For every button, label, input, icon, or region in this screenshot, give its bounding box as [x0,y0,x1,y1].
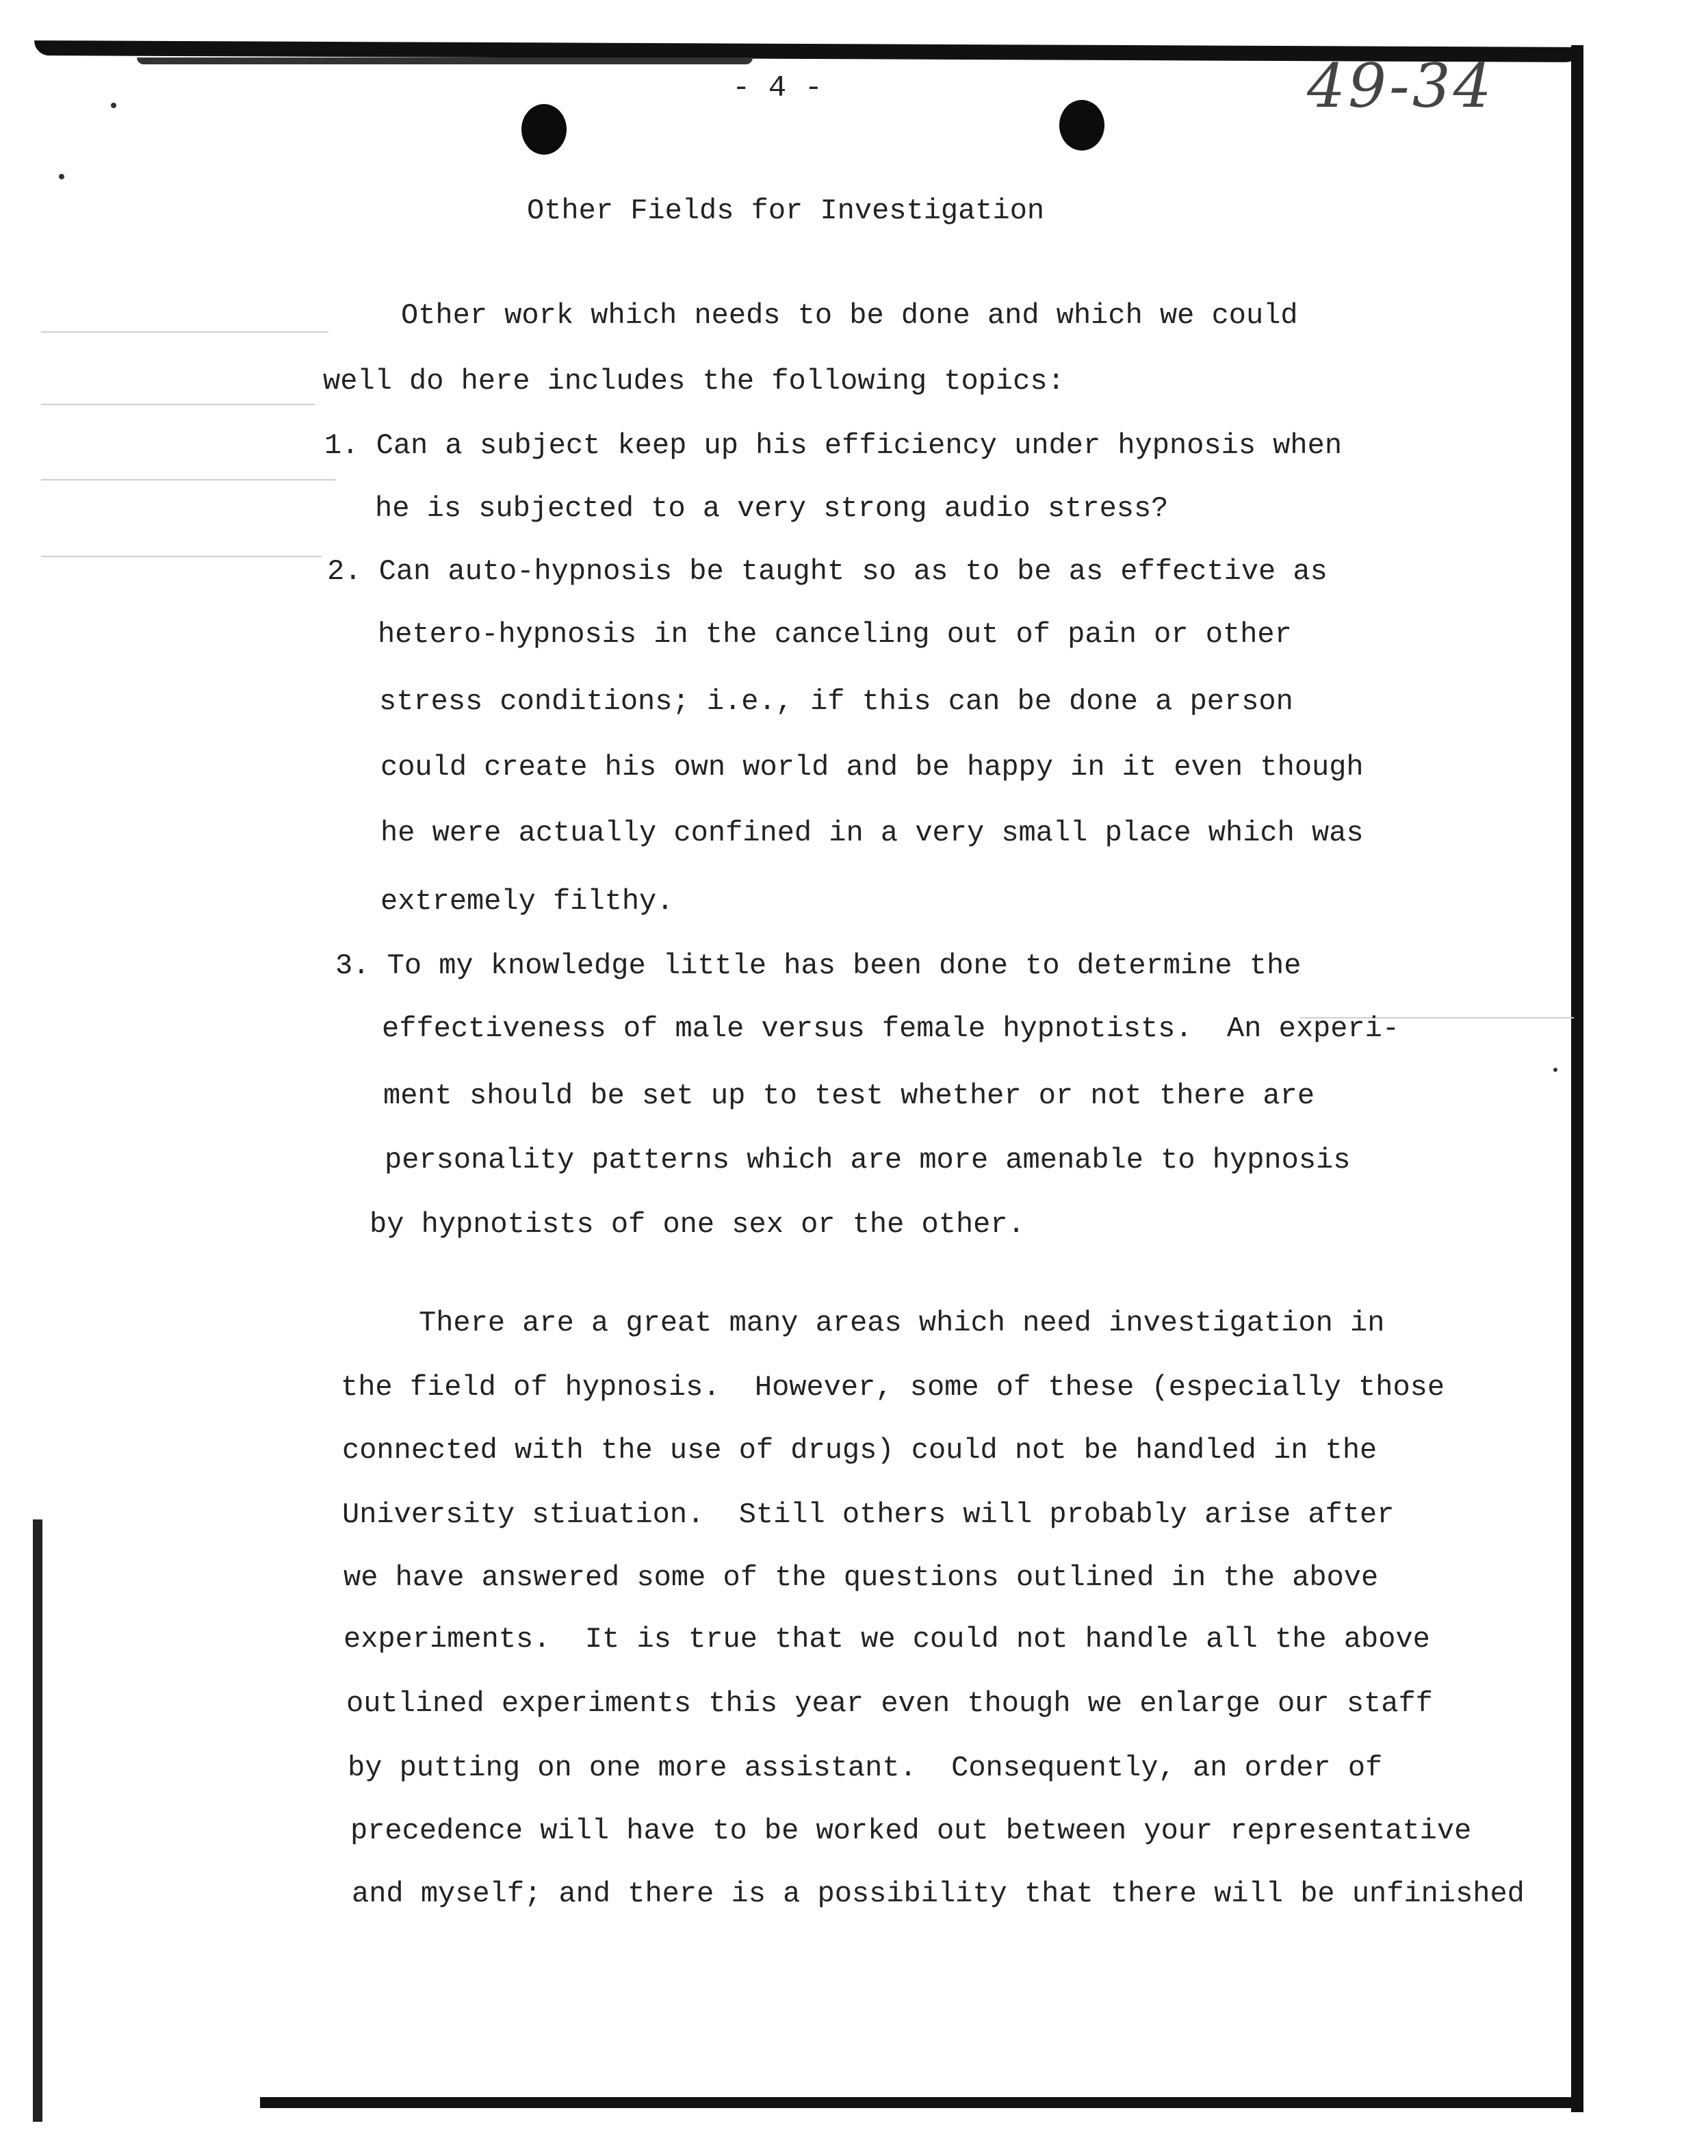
paragraph-line: There are a great many areas which need investigation in [419,1307,1385,1339]
page-title: Other Fields for Investigation [527,194,1045,227]
paragraph-line: Other work which needs to be done and which we could [401,299,1298,332]
scan-edge-left [33,1519,42,2122]
paragraph-line: precedence will have to be worked out between your representative [350,1814,1472,1847]
page-number: - 4 - [732,71,823,105]
list-item-line: hetero-hypnosis in the canceling out of pain or other [378,618,1292,651]
paragraph-line: by putting on one more assistant. Consequently, an order of [348,1751,1383,1784]
speck-icon [111,103,116,108]
paragraph-line: experiments. It is true that we could not handle all the above [344,1623,1430,1656]
list-item-line: he is subjected to a very strong audio stress? [375,492,1169,525]
list-item-line: effectiveness of male versus female hypnotists. An experi- [382,1012,1400,1045]
handwritten-number: 49-34 [1307,51,1494,121]
scan-edge-bottom [260,2097,1581,2108]
paragraph-line: the field of hypnosis. However, some of these (especially those [341,1371,1445,1404]
list-item-1: 1. Can a subject keep up his efficiency under hypnosis when [324,429,1343,462]
punch-hole-icon [1059,100,1104,151]
bleed-through-line [41,404,315,405]
paragraph-line: and myself; and there is a possibility that there will be unfinished [352,1877,1525,1910]
list-item-line: personality patterns which are more amenable to hypnosis [385,1144,1351,1177]
speck-icon [1553,1068,1557,1072]
paragraph-line: connected with the use of drugs) could not be handled in the [342,1434,1377,1467]
paragraph-line: we have answered some of the questions outlined in the above [344,1561,1379,1594]
bleed-through-line [41,556,322,557]
bleed-through-line [41,331,328,333]
list-item-line: he were actually confined in a very small place which was [380,817,1364,849]
scan-edge-top-shadow [137,57,753,64]
list-item-line: stress conditions; i.e., if this can be done a person [379,685,1293,718]
list-item-line: could create his own world and be happy in it even though [380,751,1364,784]
paragraph-line: outlined experiments this year even though we enlarge our staff [346,1687,1433,1720]
list-item-line: by hypnotists of one sex or the other. [370,1208,1025,1241]
list-item-line: extremely filthy. [380,885,674,918]
paragraph-line: well do here includes the following topics: [323,365,1065,398]
list-item-line: ment should be set up to test whether or not there are [383,1079,1315,1112]
list-item-3: 3. To my knowledge little has been done to determine the [335,949,1302,982]
list-item-2: 2. Can auto-hypnosis be taught so as to be as effective as [327,555,1328,588]
paragraph-line: University stiuation. Still others will probably arise after [342,1498,1395,1531]
scan-edge-right [1571,45,1583,2112]
speck-icon [59,174,64,179]
punch-hole-icon [521,104,567,155]
bleed-through-line [41,479,335,480]
